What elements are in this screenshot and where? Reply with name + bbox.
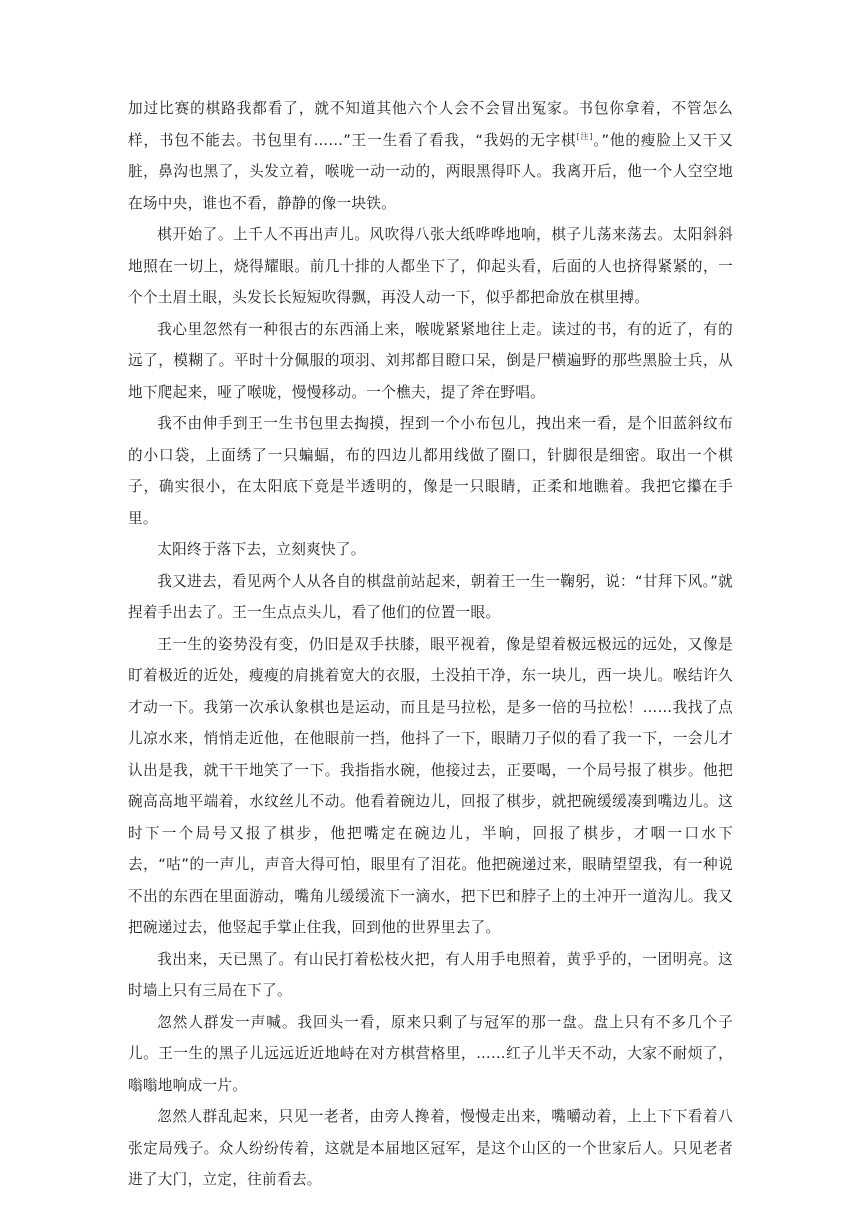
- paragraph-4: [128, 408, 733, 534]
- paragraph-2: [128, 219, 733, 314]
- paragraph-text: 忽然人群乱起来，只见一老者，由旁人搀着，慢慢走出来，嘴嚼动着，上上下下看着八张定局残子。众人纷纷传着，这就是本届地区冠军，是这个山区的一个世家后人。只见老者进了大门，立定，往前看去。: [128, 1108, 733, 1188]
- paragraph-text: 我不由伸手到王一生书包里去掏摸，捏到一个小布包儿，拽出来一看，是个旧蓝斜纹布的小口袋，上面绣了一只蝙蝠，布的四边儿都用线做了圈口，针脚很是细密。取出一个棋子，确实很小，在太阳底下竟是半透明的，像是一只眼睛，正柔和地瞧着。我把它攥在手里。: [128, 415, 733, 527]
- paragraph-text: 我心里忽然有一种很古的东西涌上来，喉咙紧紧地往上走。读过的书，有的近了，有的远了，模糊了。平时十分佩服的项羽、刘邦都目瞪口呆，倒是尸横遍野的那些黑脸士兵，从地下爬起来，哑了喉咙，慢慢移动。一个樵夫，提了斧在野唱。: [128, 320, 733, 401]
- paragraph-8: [128, 944, 733, 1007]
- paragraph-text: 我出来，天已黑了。有山民打着松枝火把，有人用手电照着，黄乎乎的，一团明亮。这时墙上只有三局在下了。: [128, 950, 733, 999]
- document-body: [128, 93, 733, 1196]
- paragraph-text: 太阳终于落下去，立刻爽快了。: [157, 541, 366, 558]
- paragraph-7: [128, 629, 733, 944]
- paragraph-3: [128, 314, 733, 409]
- paragraph-9: [128, 1007, 733, 1102]
- paragraph-text: 棋开始了。上千人不再出声儿。风吹得八张大纸哗哗地响，棋子儿荡来荡去。太阳斜斜地照在一切上，烧得耀眼。前几十排的人都坐下了，仰起头看，后面的人也挤得紧紧的，一个个土眉土眼，头发长长短短吹得飘，再没人动一下，似乎都把命放在棋里搏。: [128, 226, 733, 306]
- paragraph-10: [128, 1101, 733, 1196]
- paragraph-1: [128, 93, 733, 219]
- paragraph-6: [128, 566, 733, 629]
- footnote-marker: [注]: [576, 131, 593, 141]
- paragraph-text: 。”他的瘦脸上又干又脏，鼻沟也黑了，头发立着，喉咙一动一动的，两眼黑得吓人。我离开后，他一个人空空地在场中央，谁也不看，静静的像一块铁。: [128, 131, 734, 212]
- paragraph-5: [128, 534, 733, 566]
- paragraph-text: 王一生的姿势没有变，仍旧是双手扶膝，眼平视着，像是望着极远极远的远处，又像是盯着极近的近处，瘦瘦的肩挑着宽大的衣服，土没拍干净，东一块儿，西一块儿。喉结许久才动一下。我第一次承认象棋也是运动，而且是马拉松，是多一倍的马拉松！……我找了点儿凉水来，悄悄走近他，在他眼前一挡，他抖了一下，眼睛刀子似的看了我一下，一会儿才认出是我，就干干地笑了一下。我指指水碗，他接过去，正要喝，一个局号报了棋步。他把碗高高地平端着，水纹丝儿不动。他看着碗边儿，回报了棋步，就把碗缓缓凑到嘴边儿。这时下一个局号又报了棋步，他把嘴定在碗边儿，半晌，回报了棋步，才咽一口水下去，“咕”的一声儿，声音大得可怕，眼里有了泪花。他把碗递过来，眼睛望望我，有一种说不出的东西在里面游动，嘴角儿缓缓流下一滴水，把下巴和脖子上的土冲开一道沟儿。我又把碗递过去，他竖起手掌止住我，回到他的世界里去了。: [128, 635, 733, 936]
- paragraph-text: 忽然人群发一声喊。我回头一看，原来只剩了与冠军的那一盘。盘上只有不多几个子儿。王一生的黑子儿远远近近地峙在对方棋营格里，……红子儿半天不动，大家不耐烦了，嗡嗡地响成一片。: [128, 1013, 733, 1094]
- paragraph-text: 我又进去，看见两个人从各自的棋盘前站起来，朝着王一生一鞠躬，说：“甘拜下风。”就捏着手出去了。王一生点点头儿，看了他们的位置一眼。: [128, 572, 733, 621]
- paragraph-text: 加过比赛的棋路我都看了，就不知道其他六个人会不会冒出冤家。书包你拿着，不管怎么样，书包不能去。书包里有……”王一生看了看我，“我妈的无字棋: [128, 100, 733, 149]
